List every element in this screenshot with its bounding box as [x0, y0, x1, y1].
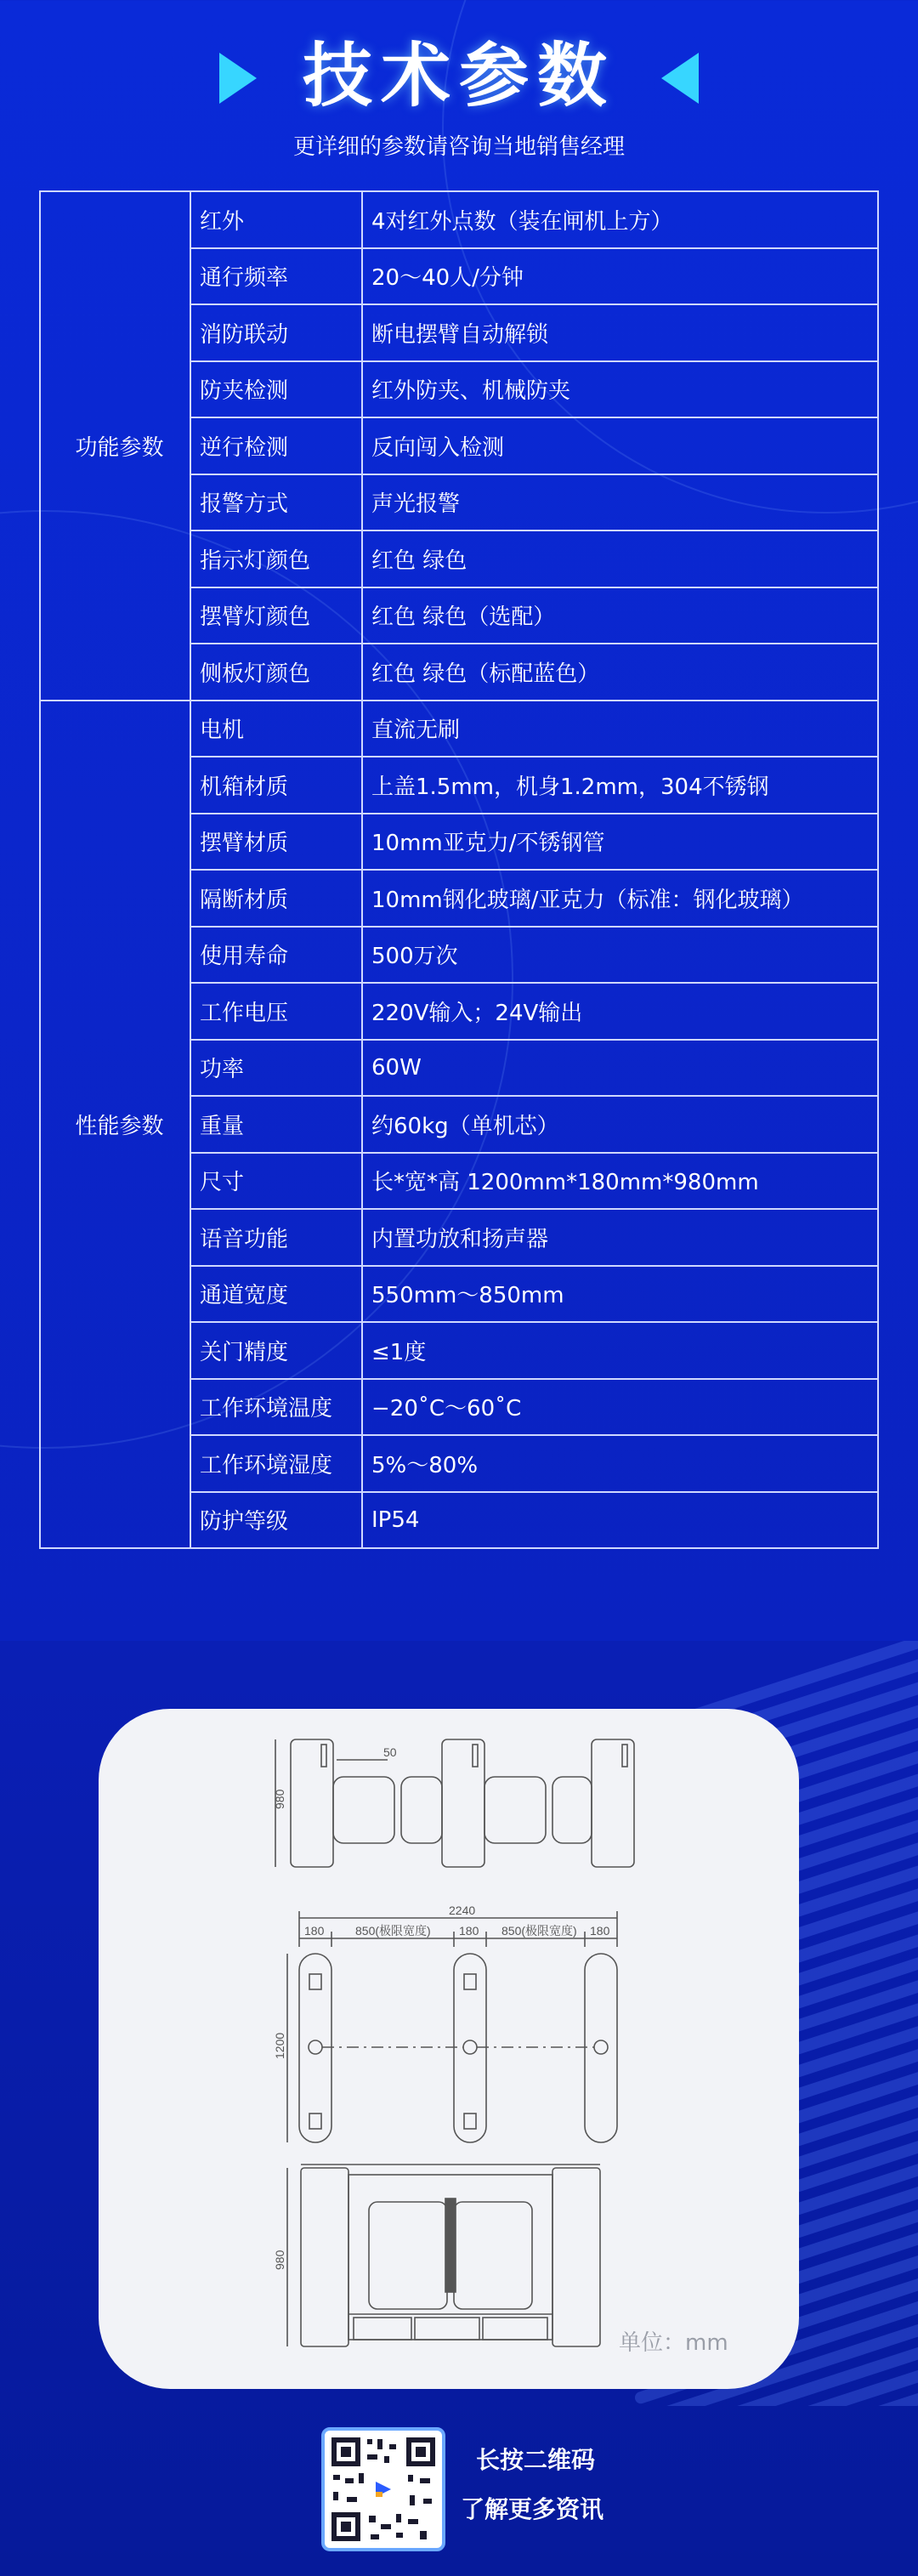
- dim-label-980-side: 980: [273, 1789, 286, 1809]
- param-name: 语音功能: [190, 1209, 362, 1266]
- header: [0, 26, 918, 136]
- table-row: [40, 701, 878, 757]
- param-value: 长*宽*高 1200mm*180mm*980mm: [362, 1153, 878, 1210]
- param-name: 工作电压: [190, 983, 362, 1040]
- dim-label-180-c: 180: [590, 1924, 610, 1938]
- param-value: 红色 绿色（标配蓝色）: [362, 644, 878, 701]
- param-name: 机箱材质: [190, 757, 362, 814]
- param-name: 防护等级: [190, 1492, 362, 1549]
- section-category: 性能参数: [40, 701, 190, 1549]
- param-name: 消防联动: [190, 304, 362, 361]
- qr-code-icon: [325, 2431, 442, 2548]
- param-name: 防夹检测: [190, 361, 362, 418]
- param-name: 通行频率: [190, 248, 362, 305]
- param-value: 直流无刷: [362, 701, 878, 757]
- param-value: 红色 绿色（选配）: [362, 587, 878, 644]
- param-value: 约60kg（单机芯）: [362, 1096, 878, 1153]
- param-name: 重量: [190, 1096, 362, 1153]
- triangle-left-icon: [219, 53, 257, 104]
- param-name: 工作环境温度: [190, 1379, 362, 1436]
- param-value: 10mm钢化玻璃/亚克力（标准：钢化玻璃）: [362, 870, 878, 927]
- dim-label-50: 50: [383, 1745, 397, 1759]
- front-view: [287, 2165, 600, 2346]
- param-value: IP54: [362, 1492, 878, 1549]
- dim-label-980-front: 980: [273, 2250, 286, 2270]
- side-view: [275, 1739, 634, 1867]
- param-value: 10mm亚克力/不锈钢管: [362, 814, 878, 871]
- param-value: 红色 绿色: [362, 531, 878, 587]
- param-value: 内置功放和扬声器: [362, 1209, 878, 1266]
- triangle-right-icon: [661, 53, 699, 104]
- param-value: 上盖1.5mm，机身1.2mm，304不锈钢: [362, 757, 878, 814]
- top-view: [287, 1911, 617, 2142]
- param-name: 关门精度: [190, 1322, 362, 1379]
- table-row: [40, 191, 878, 248]
- section-category: 功能参数: [40, 191, 190, 701]
- param-value: 5%～80%: [362, 1435, 878, 1492]
- param-value: 反向闯入检测: [362, 417, 878, 474]
- param-name: 使用寿命: [190, 927, 362, 984]
- dim-label-850-b: 850(极限宽度): [502, 1924, 577, 1938]
- param-name: 电机: [190, 701, 362, 757]
- param-value: 4对红外点数（装在闸机上方）: [362, 191, 878, 248]
- param-name: 逆行检测: [190, 417, 362, 474]
- param-value: 550mm～850mm: [362, 1266, 878, 1323]
- qr-caption-line1: 长按二维码: [476, 2446, 596, 2474]
- param-name: 隔断材质: [190, 870, 362, 927]
- param-name: 红外: [190, 191, 362, 248]
- qr-code[interactable]: [321, 2427, 445, 2551]
- param-value: 红外防夹、机械防夹: [362, 361, 878, 418]
- param-name: 指示灯颜色: [190, 531, 362, 587]
- page-title: 技术参数: [302, 36, 615, 116]
- dim-label-180-a: 180: [304, 1924, 325, 1938]
- param-value: 20～40人/分钟: [362, 248, 878, 305]
- drawing-card: [99, 1709, 799, 2389]
- param-value: 断电摆臂自动解锁: [362, 304, 878, 361]
- param-value: −20˚C～60˚C: [362, 1379, 878, 1436]
- param-value: ≤1度: [362, 1322, 878, 1379]
- dim-label-180-b: 180: [459, 1924, 479, 1938]
- param-name: 侧板灯颜色: [190, 644, 362, 701]
- dim-label-2240: 2240: [449, 1904, 476, 1917]
- param-value: 声光报警: [362, 474, 878, 531]
- param-name: 摆臂灯颜色: [190, 587, 362, 644]
- param-name: 报警方式: [190, 474, 362, 531]
- page-subtitle: 更详细的参数请咨询当地销售经理: [292, 134, 625, 160]
- param-name: 尺寸: [190, 1153, 362, 1210]
- spec-table: [39, 190, 879, 1549]
- param-name: 通道宽度: [190, 1266, 362, 1323]
- dim-label-1200: 1200: [273, 2032, 286, 2059]
- param-value: 60W: [362, 1040, 878, 1097]
- qr-caption-line2: 了解更多资讯: [461, 2495, 604, 2523]
- dim-label-850-a: 850(极限宽度): [355, 1924, 431, 1938]
- param-name: 工作环境湿度: [190, 1435, 362, 1492]
- gate-technical-drawing: [99, 1709, 799, 2389]
- param-value: 220V输入；24V输出: [362, 983, 878, 1040]
- unit-label: 单位：mm: [619, 2330, 728, 2356]
- param-name: 功率: [190, 1040, 362, 1097]
- param-value: 500万次: [362, 927, 878, 984]
- param-name: 摆臂材质: [190, 814, 362, 871]
